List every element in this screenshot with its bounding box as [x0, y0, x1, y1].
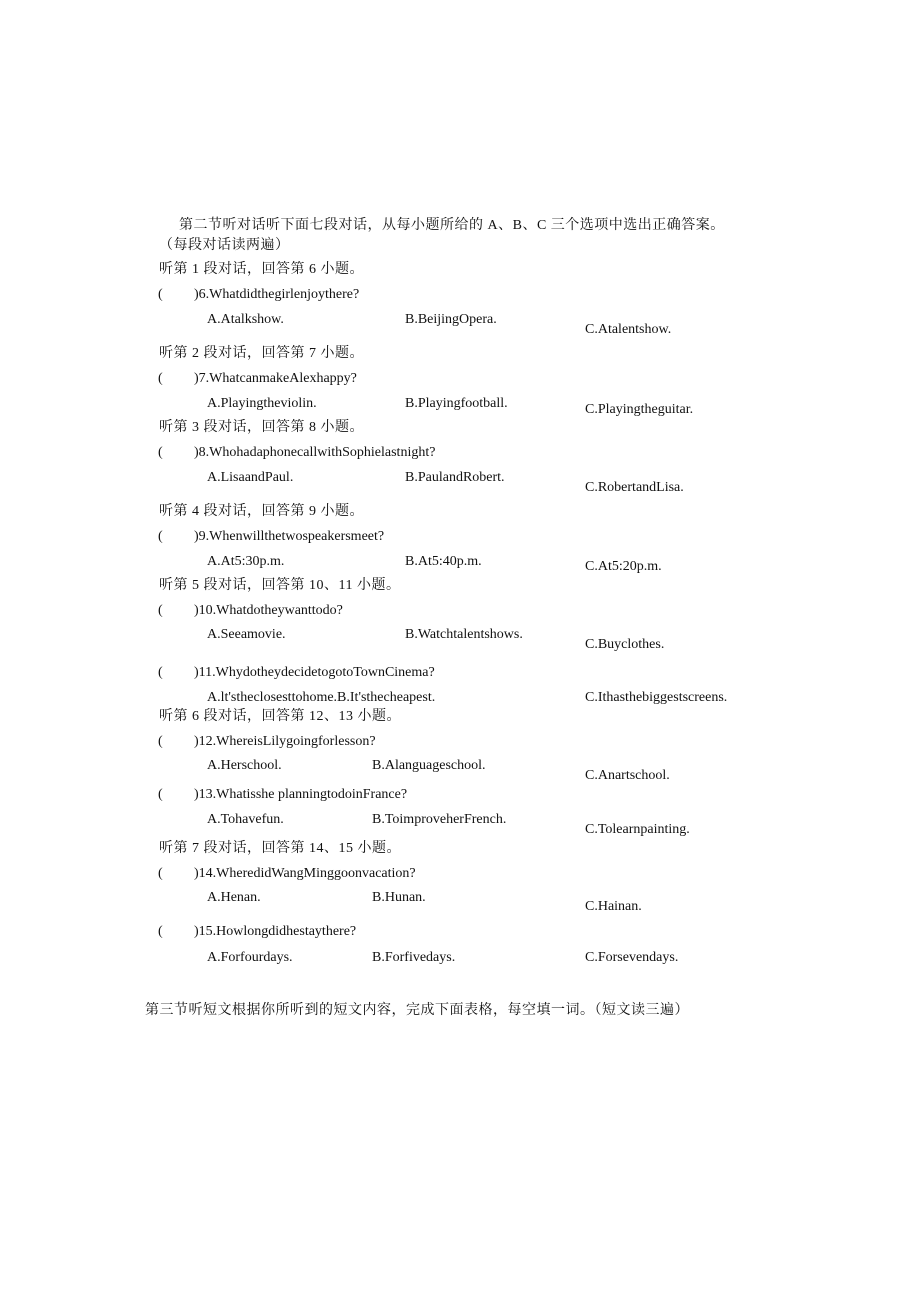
dialogue-7-intro: 听第 7 段对话，回答第 14、15 小题。 — [159, 841, 401, 856]
answer-bracket-q6[interactable]: ( — [158, 287, 163, 302]
q6-option-b: B.BeijingOpera. — [405, 312, 497, 327]
question-11-stem: )11.WhydotheydecidetogotoTownCinema? — [194, 665, 435, 680]
q8-option-c: C.RobertandLisa. — [585, 480, 684, 495]
answer-bracket-q7[interactable]: ( — [158, 371, 163, 386]
question-12-stem: )12.WhereisLilygoingforlesson? — [194, 734, 376, 749]
q15-option-b: B.Forfivedays. — [372, 950, 456, 965]
q12-option-b: B.Alanguageschool. — [372, 758, 486, 773]
question-14-stem: )14.WheredidWangMinggoonvacation? — [194, 866, 416, 881]
question-6-stem: )6.Whatdidthegirlenjoythere? — [194, 287, 360, 302]
q9-option-b: B.At5:40p.m. — [405, 554, 482, 569]
question-8-stem: )8.WhohadaphonecallwithSophielastnight? — [194, 445, 436, 460]
q10-option-c: C.Buyclothes. — [585, 637, 665, 652]
q7-option-b: B.Playingfootball. — [405, 396, 508, 411]
q9-option-c: C.At5:20p.m. — [585, 559, 662, 574]
answer-bracket-q14[interactable]: ( — [158, 866, 163, 881]
question-9-stem: )9.Whenwillthetwospeakersmeet? — [194, 529, 385, 544]
q12-option-c: C.Anartschool. — [585, 768, 670, 783]
q8-option-a: A.LisaandPaul. — [207, 470, 294, 485]
q13-option-a: A.Tohavefun. — [207, 812, 284, 827]
q6-option-c: C.Atalentshow. — [585, 322, 672, 337]
q10-option-b: B.Watchtalentshows. — [405, 627, 523, 642]
q7-option-c: C.Playingtheguitar. — [585, 402, 694, 417]
dialogue-6-intro: 听第 6 段对话，回答第 12、13 小题。 — [159, 709, 401, 724]
dialogue-1-intro: 听第 1 段对话，回答第 6 小题。 — [159, 262, 364, 277]
q10-option-a: A.Seeamovie. — [207, 627, 286, 642]
question-7-stem: )7.WhatcanmakeAlexhappy? — [194, 371, 357, 386]
question-15-stem: )15.Howlongdidhestaythere? — [194, 924, 357, 939]
section3-heading: 第三节听短文根据你所听到的短文内容，完成下面表格，每空填一词。（短文读三遍） — [145, 1003, 689, 1018]
q11-options-a-b: A.lt'stheclosesttohome.B.It'sthecheapest. — [207, 690, 436, 705]
answer-bracket-q12[interactable]: ( — [158, 734, 163, 749]
q14-option-a: A.Henan. — [207, 890, 261, 905]
question-13-stem: )13.Whatisshe planningtodoinFrance? — [194, 787, 408, 802]
question-10-stem: )10.Whatdotheywanttodo? — [194, 603, 343, 618]
q8-option-b: B.PaulandRobert. — [405, 470, 505, 485]
q6-option-a: A.Atalkshow. — [207, 312, 284, 327]
q15-option-a: A.Forfourdays. — [207, 950, 293, 965]
dialogue-4-intro: 听第 4 段对话，回答第 9 小题。 — [159, 504, 364, 519]
answer-bracket-q11[interactable]: ( — [158, 665, 163, 680]
dialogue-2-intro: 听第 2 段对话，回答第 7 小题。 — [159, 346, 364, 361]
answer-bracket-q9[interactable]: ( — [158, 529, 163, 544]
q11-option-c: C.Ithasthebiggestscreens. — [585, 690, 728, 705]
answer-bracket-q8[interactable]: ( — [158, 445, 163, 460]
answer-bracket-q15[interactable]: ( — [158, 924, 163, 939]
q7-option-a: A.Playingtheviolin. — [207, 396, 317, 411]
section2-heading: 第二节听对话听下面七段对话，从每小题所给的 A、B、C 三个选项中选出正确答案。 — [179, 218, 725, 233]
q13-option-b: B.ToimproveherFrench. — [372, 812, 507, 827]
q14-option-c: C.Hainan. — [585, 899, 642, 914]
q14-option-b: B.Hunan. — [372, 890, 426, 905]
dialogue-3-intro: 听第 3 段对话，回答第 8 小题。 — [159, 420, 364, 435]
section2-note: （每段对话读两遍） — [159, 238, 290, 253]
answer-bracket-q10[interactable]: ( — [158, 603, 163, 618]
q12-option-a: A.Herschool. — [207, 758, 282, 773]
q15-option-c: C.Forsevendays. — [585, 950, 679, 965]
q13-option-c: C.Tolearnpainting. — [585, 822, 690, 837]
answer-bracket-q13[interactable]: ( — [158, 787, 163, 802]
dialogue-5-intro: 听第 5 段对话，回答第 10、11 小题。 — [159, 578, 401, 593]
q9-option-a: A.At5:30p.m. — [207, 554, 285, 569]
